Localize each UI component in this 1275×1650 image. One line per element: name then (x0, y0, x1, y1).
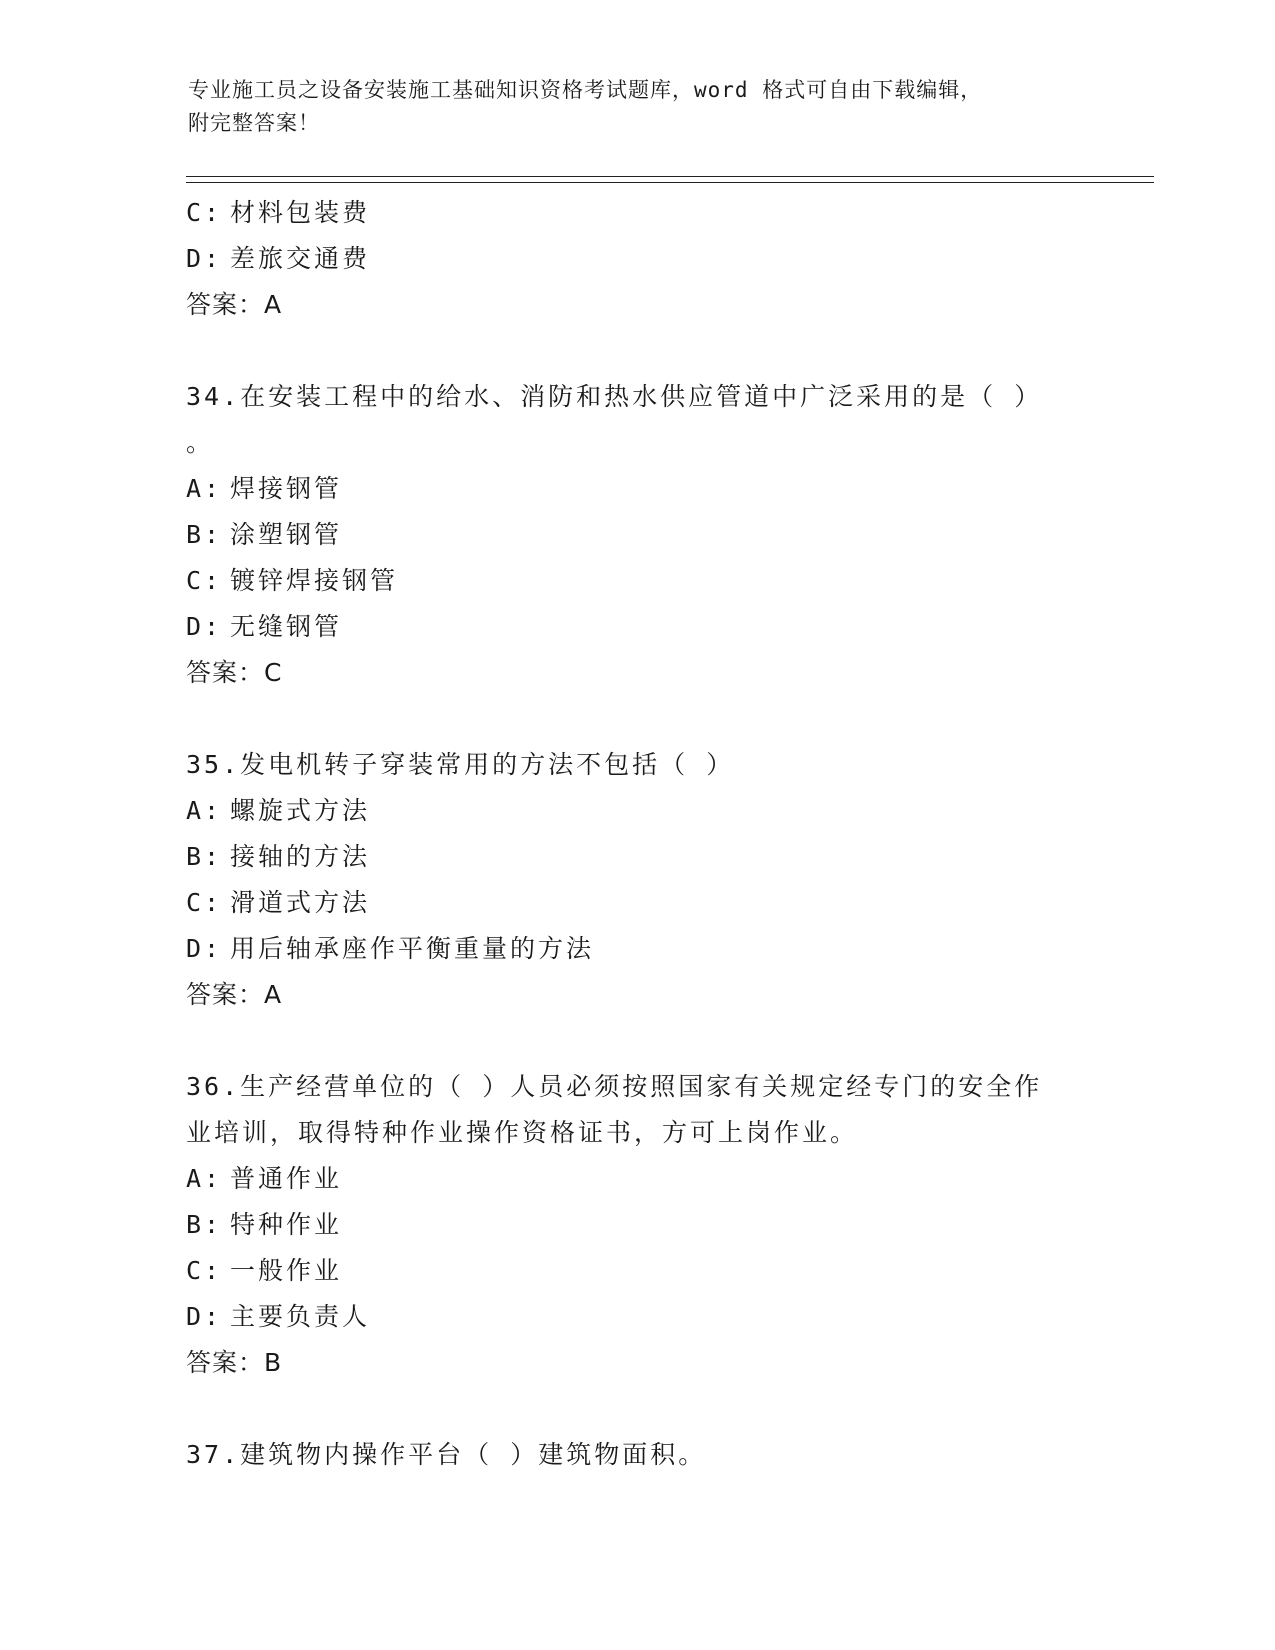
option-letter: A: (186, 1164, 223, 1193)
option-c (186, 880, 1086, 926)
answer-line: 答案：B (186, 1348, 283, 1377)
question-stem: 34.在安装工程中的给水、消防和热水供应管道中广泛采用的是（ ） (186, 382, 1043, 411)
option-letter: A: (186, 474, 223, 503)
option-text: 无缝钢管 (230, 612, 343, 641)
option-text: 接轴的方法 (230, 842, 371, 871)
option-a (186, 1156, 1086, 1202)
option-text: 主要负责人 (230, 1302, 371, 1331)
option-text: 材料包装费 (230, 198, 371, 227)
option-d (186, 926, 1086, 972)
option-a (186, 466, 1086, 512)
question-35 (186, 742, 1086, 1018)
option-text: 普通作业 (230, 1164, 343, 1193)
option-d (186, 604, 1086, 650)
option-text: 一般作业 (230, 1256, 343, 1285)
option-letter: C: (186, 198, 223, 227)
header-title-line-2: 附完整答案！ (188, 111, 320, 135)
option-text: 螺旋式方法 (230, 796, 371, 825)
question-34 (186, 374, 1086, 696)
option-letter: B: (186, 1210, 223, 1239)
option-b (186, 512, 1086, 558)
option-letter: A: (186, 796, 223, 825)
option-letter: C: (186, 566, 223, 595)
option-c (186, 1248, 1086, 1294)
option-text: 滑道式方法 (230, 888, 371, 917)
answer-line: 答案：A (186, 290, 283, 319)
header-divider-top (186, 176, 1154, 177)
option-letter: B: (186, 520, 223, 549)
option-letter: B: (186, 842, 223, 871)
question-stem: 36.生产经营单位的（ ）人员必须按照国家有关规定经专门的安全作 (186, 1072, 1043, 1101)
question-36 (186, 1064, 1086, 1386)
question-stem: 35.发电机转子穿装常用的方法不包括（ ） (186, 750, 735, 779)
option-c (186, 558, 1086, 604)
option-text: 焊接钢管 (230, 474, 343, 503)
question-33-continued (186, 190, 1086, 328)
option-text: 用后轴承座作平衡重量的方法 (230, 934, 595, 963)
option-letter: C: (186, 1256, 223, 1285)
option-letter: C: (186, 888, 223, 917)
option-d (186, 236, 1086, 282)
question-stem: 37.建筑物内操作平台（ ）建筑物面积。 (186, 1440, 707, 1469)
document-header (188, 74, 1068, 140)
option-text: 特种作业 (230, 1210, 343, 1239)
option-text: 镀锌焊接钢管 (230, 566, 399, 595)
option-text: 涂塑钢管 (230, 520, 343, 549)
header-divider-bottom (186, 182, 1154, 183)
option-b (186, 1202, 1086, 1248)
question-stem-continued: 。 (186, 428, 212, 457)
option-b (186, 834, 1086, 880)
answer-line: 答案：A (186, 980, 283, 1009)
option-d (186, 1294, 1086, 1340)
question-stem-continued: 业培训，取得特种作业操作资格证书，方可上岗作业。 (186, 1118, 859, 1147)
question-37 (186, 1432, 1086, 1478)
option-text: 差旅交通费 (230, 244, 371, 273)
option-letter: D: (186, 612, 223, 641)
option-letter: D: (186, 934, 223, 963)
question-list (186, 190, 1086, 1478)
answer-line: 答案：C (186, 658, 283, 687)
option-a (186, 788, 1086, 834)
option-letter: D: (186, 1302, 223, 1331)
header-title-line-1: 专业施工员之设备安装施工基础知识资格考试题库，word 格式可自由下载编辑， (188, 78, 983, 102)
option-c (186, 190, 1086, 236)
option-letter: D: (186, 244, 223, 273)
